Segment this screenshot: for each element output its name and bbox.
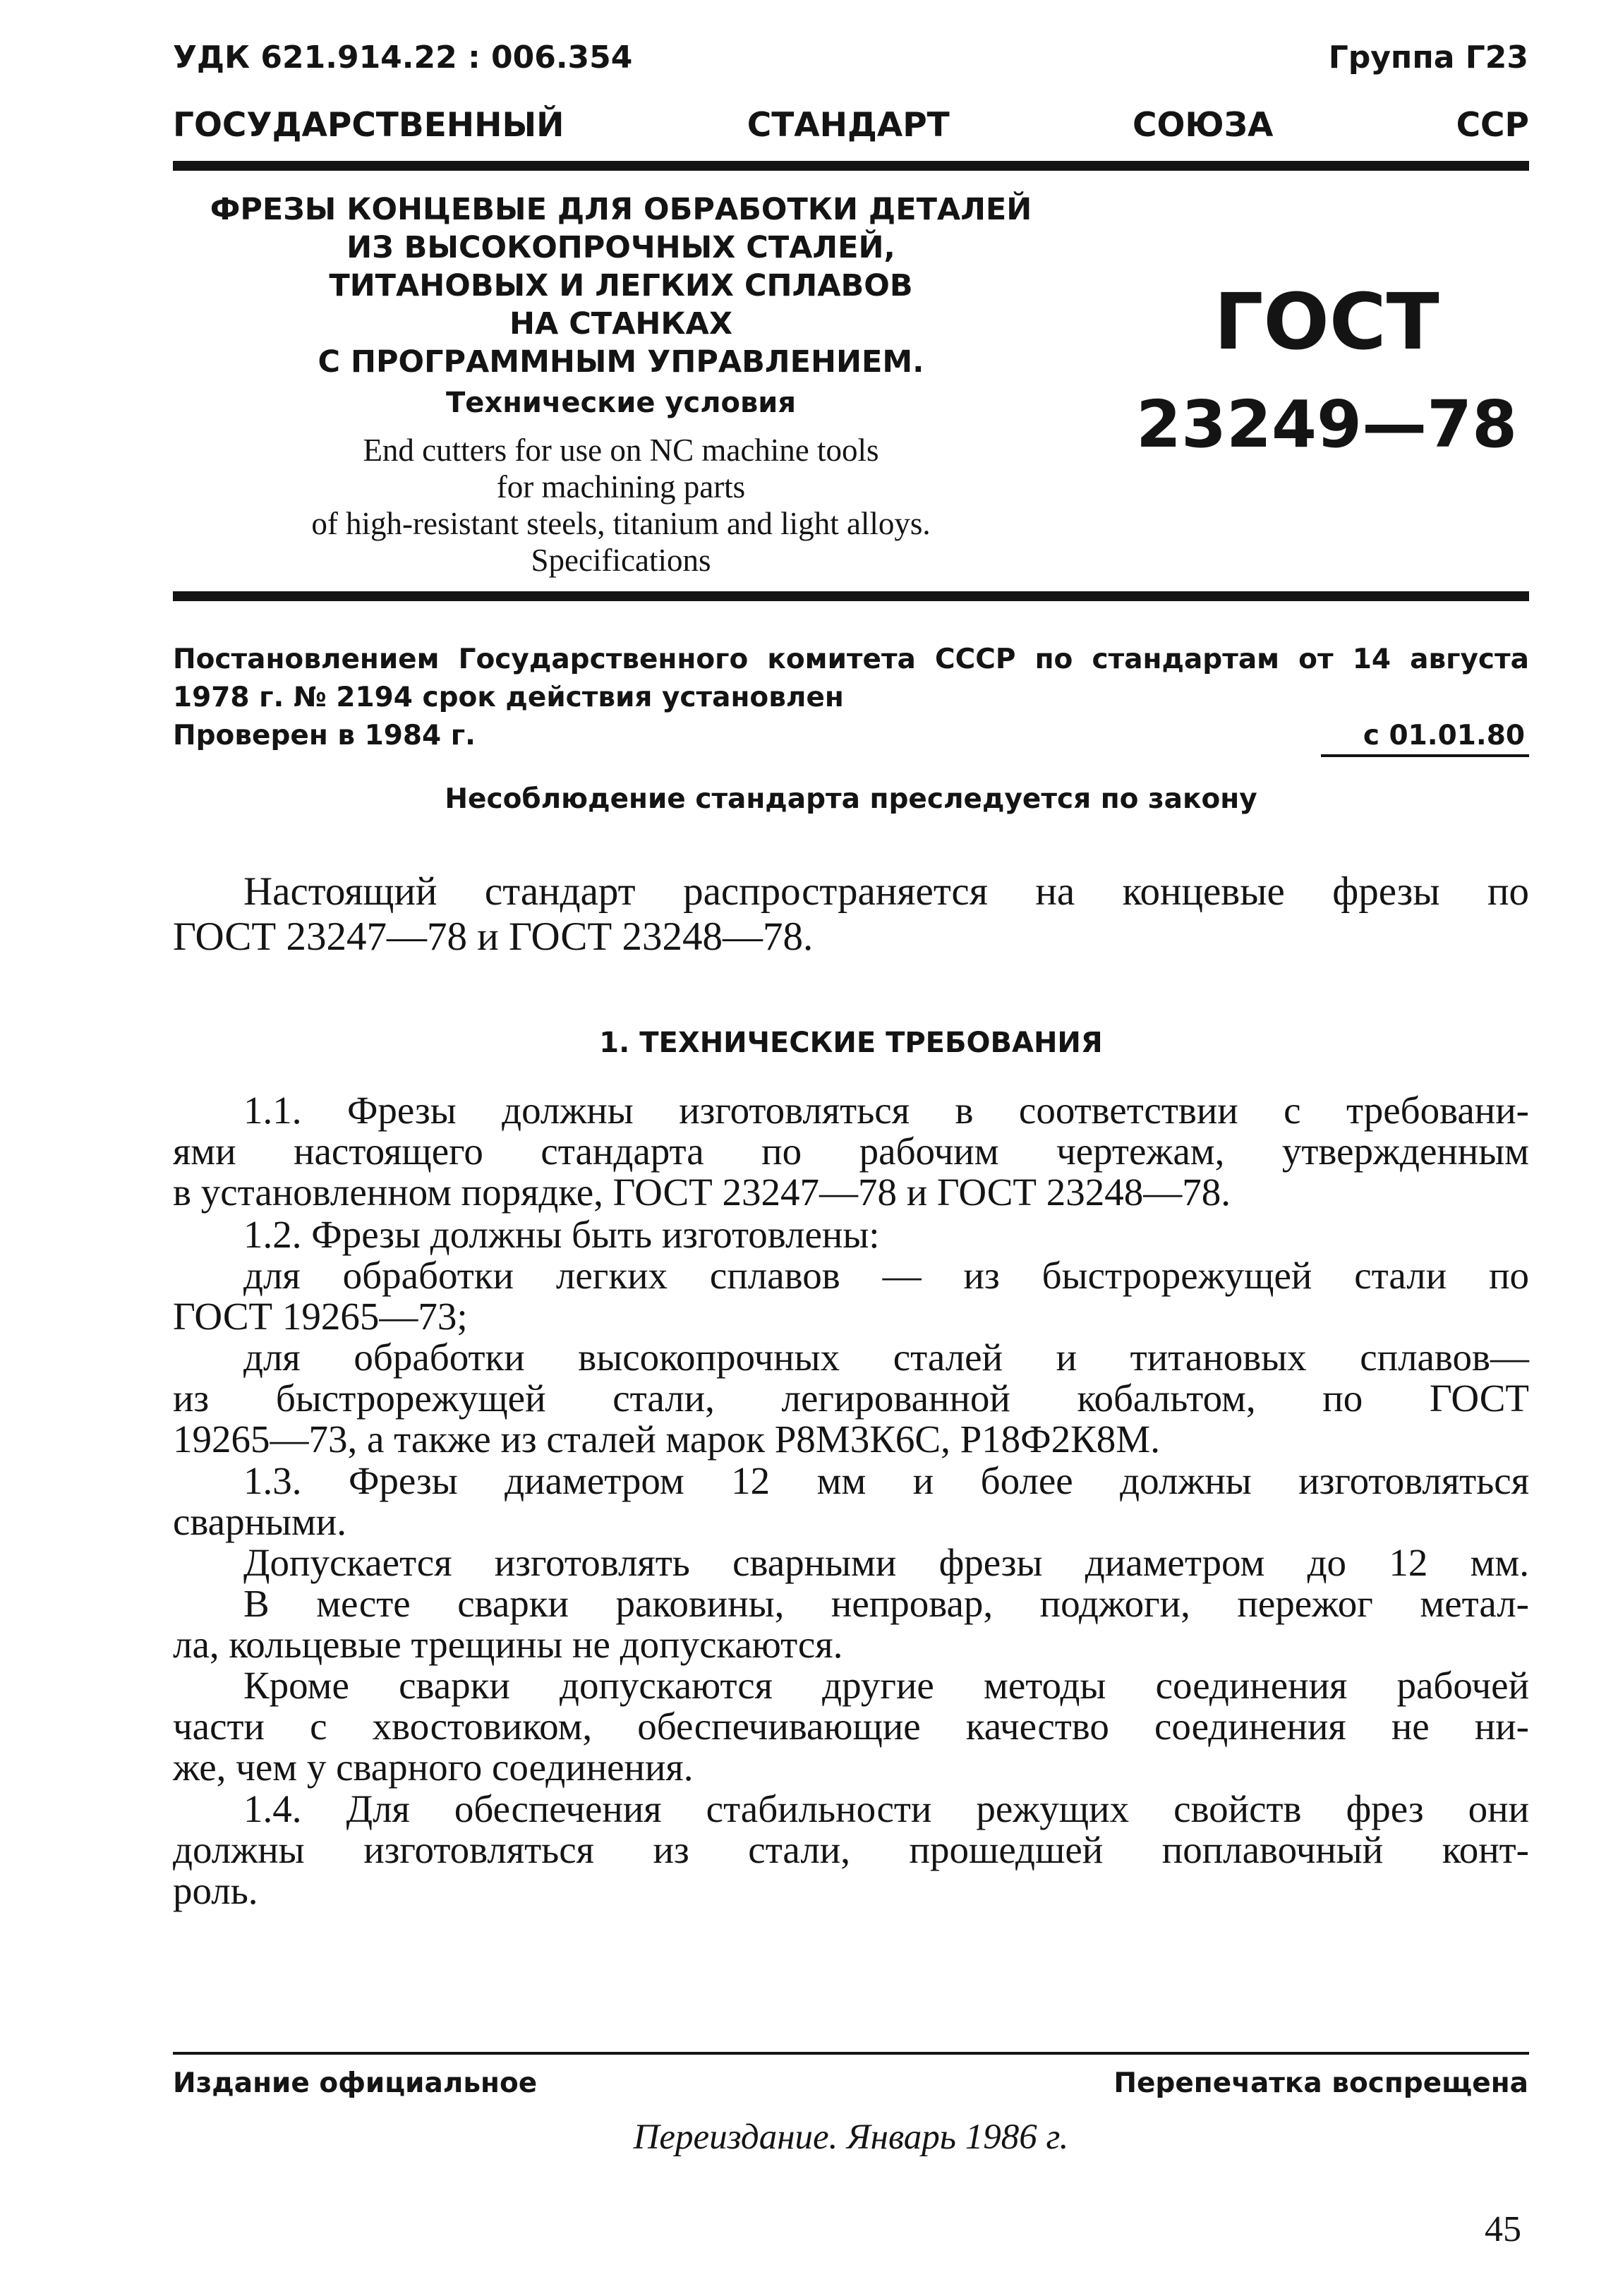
top-rule: [173, 161, 1529, 171]
text-line: В месте сварки раковины, непровар, поджоги, пережог метал-: [243, 1582, 1529, 1625]
paragraph-1-3: [173, 1461, 1529, 1542]
text-line: 1.1. Фрезы должны изготовляться в соответствии с требовани-: [243, 1089, 1529, 1132]
title-line: ФРЕЗЫ КОНЦЕВЫЕ ДЛЯ ОБРАБОТКИ ДЕТАЛЕЙ: [210, 192, 1032, 227]
decree-word: Постановлением: [173, 644, 440, 675]
paragraph-1-1: [173, 1090, 1529, 1213]
official-edition: Издание официальное: [173, 2067, 538, 2099]
decree-word: Государственного: [458, 644, 749, 675]
decree-word: от: [1298, 644, 1334, 675]
title-line: ТИТАНОВЫХ И ЛЕГКИХ СПЛАВОВ: [329, 268, 913, 303]
title-en-line: Specifications: [531, 543, 711, 578]
state-standard-heading: [173, 106, 1529, 145]
reprint-notice: Перепечатка воспрещена: [1113, 2067, 1528, 2099]
title-line: С ПРОГРАММНЫМ УПРАВЛЕНИЕМ.: [318, 344, 924, 380]
text-line: в установленном порядке, ГОСТ 23247—78 и ГОСТ 23248—78.: [173, 1171, 1231, 1214]
document-title-en: [173, 432, 1069, 579]
checked-date: Проверен в 1984 г.: [173, 720, 476, 751]
text-line: сварными.: [173, 1500, 346, 1543]
text-line: ГОСТ 19265—73;: [173, 1295, 468, 1338]
paragraph-weld-defects: [173, 1583, 1529, 1665]
text-line: должны изготовляться из стали, прошедшей поплавочный конт-: [173, 1828, 1529, 1871]
text-line: 1.3. Фрезы диаметром 12 мм и более должны изготовляться: [243, 1459, 1529, 1502]
text-line: части с хвостовиком, обеспечивающие качество соединения не ни-: [173, 1705, 1529, 1748]
text-line: из быстрорежущей стали, легированной кобальтом, по ГОСТ: [173, 1377, 1529, 1420]
udk-code: УДК 621.914.22 : 006.354: [173, 40, 633, 75]
heading-word: СОЮЗА: [1132, 106, 1274, 145]
title-en-line: End cutters for use on NC machine tools: [363, 433, 879, 468]
paragraph-other-methods: [173, 1665, 1529, 1788]
paragraph-light-alloys: [173, 1255, 1529, 1337]
paragraph-welded-allowed: [173, 1542, 1529, 1583]
text-line: 1.4. Для обеспечения стабильности режущих свойств фрез они: [243, 1787, 1529, 1830]
text-line: Настоящий стандарт распространяется на концевые фрезы по: [243, 869, 1529, 914]
intro-paragraph: [173, 869, 1529, 960]
text-line: ями настоящего стандарта по рабочим чертежам, утвержденным: [173, 1130, 1529, 1173]
decree-word: комитета: [767, 644, 916, 675]
document-title-ru: [173, 191, 1069, 381]
gost-number: 23249—78: [1136, 387, 1518, 462]
subtitle: Технические условия: [446, 387, 796, 419]
text-line: для обработки легких сплавов — из быстрорежущей стали по: [243, 1254, 1529, 1297]
paragraph-1-4: [173, 1789, 1529, 1911]
text-line: Кроме сварки допускаются другие методы соединения рабочей: [243, 1664, 1529, 1707]
decree-word: стандартам: [1092, 644, 1280, 675]
heading-word: ГОСУДАРСТВЕННЫЙ: [173, 106, 564, 145]
text-line: для обработки высокопрочных сталей и титановых сплавов—: [243, 1336, 1529, 1379]
heading-word: ССР: [1456, 106, 1529, 145]
footer-rule: [173, 2052, 1529, 2055]
decree-word: 14: [1352, 644, 1391, 675]
paragraph-1-2: [173, 1214, 1529, 1255]
heading-word: СТАНДАРТ: [747, 106, 950, 145]
text-line: 1.2. Фрезы должны быть изготовлены:: [243, 1213, 880, 1256]
decree-line-2: 1978 г. № 2194 срок действия установлен: [173, 682, 844, 713]
text-line: Допускается изготовлять сварными фрезы диаметром до 12 мм.: [243, 1541, 1529, 1584]
title-en-line: of high-resistant steels, titanium and light alloys.: [311, 506, 931, 541]
reissue-note: Переиздание. Январь 1986 г.: [633, 2117, 1069, 2157]
gost-label: ГОСТ: [1214, 277, 1439, 367]
title-line: ИЗ ВЫСОКОПРОЧНЫХ СТАЛЕЙ,: [346, 230, 895, 265]
section-heading: 1. ТЕХНИЧЕСКИЕ ТРЕБОВАНИЯ: [599, 1027, 1103, 1059]
title-bottom-rule: [173, 591, 1529, 601]
page-number: 45: [1485, 2209, 1521, 2249]
text-line: 19265—73, а также из сталей марок Р8М3К6С, Р18Ф2К8М.: [173, 1418, 1160, 1461]
decree-line-1: [173, 644, 1529, 675]
decree-word: августа: [1410, 644, 1529, 675]
title-en-line: for machining parts: [496, 469, 746, 504]
decree-word: СССР: [935, 644, 1016, 675]
decree-word: по: [1034, 644, 1073, 675]
text-line: ГОСТ 23247—78 и ГОСТ 23248—78.: [173, 914, 814, 959]
text-line: же, чем у сварного соединения.: [173, 1746, 694, 1789]
valid-from-date: с 01.01.80: [1321, 720, 1529, 757]
paragraph-high-strength: [173, 1337, 1529, 1460]
penalty-notice: Несоблюдение стандарта преследуется по закону: [445, 783, 1257, 815]
title-line: НА СТАНКАХ: [509, 306, 732, 342]
group-code: Группа Г23: [1328, 40, 1528, 75]
text-line: роль.: [173, 1869, 258, 1912]
text-line: ла, кольцевые трещины не допускаются.: [173, 1623, 843, 1666]
